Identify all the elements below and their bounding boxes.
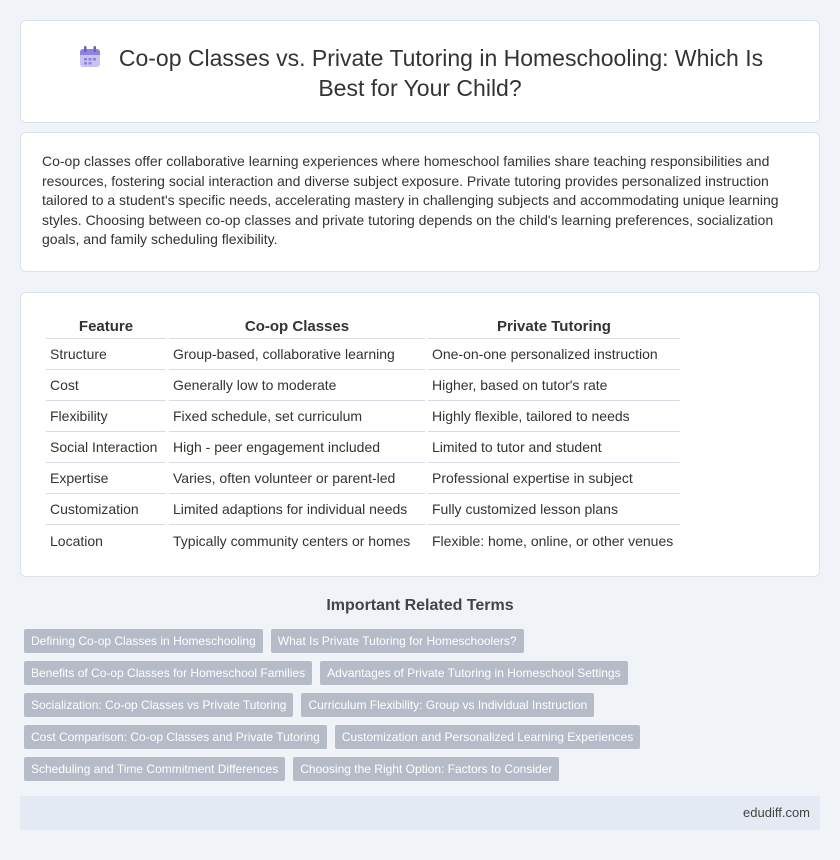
table-row bbox=[46, 432, 680, 463]
related-terms-heading: Important Related Terms bbox=[326, 597, 514, 614]
related-term-tag[interactable]: Customization and Personalized Learning Experiences bbox=[335, 725, 641, 749]
feature-cell: Structure bbox=[46, 339, 166, 370]
feature-cell: Customization bbox=[46, 494, 166, 525]
coop-cell: Limited adaptions for individual needs bbox=[169, 494, 425, 525]
tutoring-cell: One-on-one personalized instruction bbox=[428, 339, 680, 370]
coop-cell: Varies, often volunteer or parent-led bbox=[169, 463, 425, 494]
related-term-tag[interactable]: Cost Comparison: Co-op Classes and Private Tutoring bbox=[24, 725, 327, 749]
calendar-icon bbox=[77, 44, 103, 70]
title-wrap bbox=[61, 43, 779, 103]
page-title bbox=[61, 43, 779, 103]
related-terms-list bbox=[24, 629, 814, 789]
feature-cell: Expertise bbox=[46, 463, 166, 494]
coop-cell: High - peer engagement included bbox=[169, 432, 425, 463]
tag-row bbox=[24, 757, 814, 781]
coop-cell: Group-based, collaborative learning bbox=[169, 339, 425, 370]
page-title-text: Co-op Classes vs. Private Tutoring in Homeschooling: Which Is Best for Your Child? bbox=[118, 45, 764, 101]
feature-cell: Cost bbox=[46, 370, 166, 401]
footer-site-name: edudiff.com bbox=[743, 805, 810, 820]
column-header-coop: Co-op Classes bbox=[169, 313, 425, 339]
comparison-card bbox=[20, 292, 820, 577]
column-header-feature: Feature bbox=[46, 313, 166, 339]
table-row bbox=[46, 494, 680, 525]
tutoring-cell: Flexible: home, online, or other venues bbox=[432, 532, 674, 549]
tutoring-cell: Highly flexible, tailored to needs bbox=[428, 401, 680, 432]
related-term-tag[interactable]: What Is Private Tutoring for Homeschoolers? bbox=[271, 629, 524, 653]
column-header-tutoring: Private Tutoring bbox=[428, 313, 680, 339]
comparison-table bbox=[43, 313, 683, 556]
related-term-tag[interactable]: Scheduling and Time Commitment Differences bbox=[24, 757, 285, 781]
intro-paragraph: Co-op classes offer collaborative learning experiences where homeschool families share teaching responsibilities and resources, fostering social interaction and diverse subject exposure. Private tutoring provides personalized instruction tailored to a student's specific needs, accelerating mastery in challenging subjects and accommodating unique learning styles. Choosing between co-op classes and private tutoring depends on the child's learning preferences, socialization goals, and family scheduling flexibility. bbox=[42, 153, 779, 247]
table-row bbox=[46, 339, 680, 370]
title-card bbox=[20, 20, 820, 123]
table-header-row bbox=[46, 313, 680, 339]
tag-row bbox=[24, 661, 814, 685]
related-term-tag[interactable]: Defining Co-op Classes in Homeschooling bbox=[24, 629, 263, 653]
table-row bbox=[46, 401, 680, 432]
tutoring-cell: Limited to tutor and student bbox=[428, 432, 680, 463]
footer bbox=[20, 796, 820, 830]
related-term-tag[interactable]: Curriculum Flexibility: Group vs Individual Instruction bbox=[301, 693, 594, 717]
tutoring-cell: Higher, based on tutor's rate bbox=[428, 370, 680, 401]
tag-row bbox=[24, 629, 814, 653]
table-row bbox=[46, 525, 680, 556]
tutoring-cell: Fully customized lesson plans bbox=[428, 494, 680, 525]
intro-card bbox=[20, 132, 820, 272]
table-row bbox=[46, 463, 680, 494]
related-term-tag[interactable]: Advantages of Private Tutoring in Homeschool Settings bbox=[320, 661, 628, 685]
related-term-tag[interactable]: Socialization: Co-op Classes vs Private Tutoring bbox=[24, 693, 293, 717]
coop-cell: Fixed schedule, set curriculum bbox=[169, 401, 425, 432]
tag-row bbox=[24, 725, 814, 749]
tag-row bbox=[24, 693, 814, 717]
related-term-tag[interactable]: Benefits of Co-op Classes for Homeschool Families bbox=[24, 661, 312, 685]
feature-cell: Location bbox=[50, 532, 103, 549]
feature-cell: Flexibility bbox=[46, 401, 166, 432]
coop-cell: Typically community centers or homes bbox=[173, 532, 411, 549]
table-row bbox=[46, 370, 680, 401]
coop-cell: Generally low to moderate bbox=[169, 370, 425, 401]
related-term-tag[interactable]: Choosing the Right Option: Factors to Consider bbox=[293, 757, 559, 781]
feature-cell: Social Interaction bbox=[46, 432, 166, 463]
tutoring-cell: Professional expertise in subject bbox=[428, 463, 680, 494]
